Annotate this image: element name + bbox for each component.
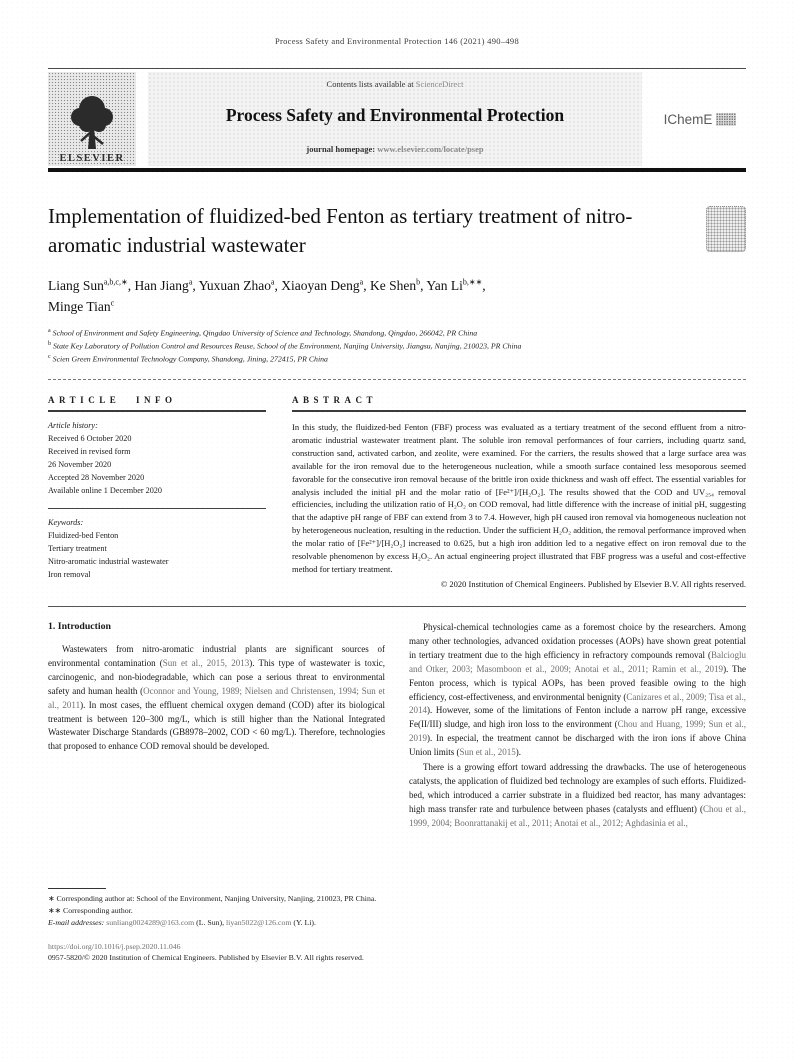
author-separator: , [127, 277, 135, 293]
author-separator: , [420, 277, 427, 293]
author [48, 278, 134, 293]
icheme-logo [654, 72, 746, 166]
affiliation-sup: c [48, 353, 51, 360]
icheme-wordmark: IChemE [663, 111, 713, 127]
affiliation-sup: b [48, 340, 51, 347]
text-segment: Wastewaters from nitro-aromatic industrial plants are significant sources of environmental contamination ( [48, 643, 385, 668]
email-addresses-line [48, 917, 385, 929]
affiliation [48, 340, 746, 353]
author [134, 278, 198, 293]
issn-copyright-line: 0957-5820/© 2020 Institution of Chemical Engineers. Published by Elsevier B.V. All rights reserved. [48, 952, 364, 962]
citation-link[interactable]: liyan5022@126.com [226, 917, 292, 927]
page-footer [48, 942, 746, 962]
author-separator: , [482, 277, 486, 293]
check-for-updates-badge[interactable] [706, 206, 746, 252]
keywords-divider [48, 508, 266, 509]
section-divider [48, 606, 746, 607]
citation-link[interactable]: Chou and Huang, 1999; Sun et al., 2019 [409, 719, 746, 744]
author-name: Han Jiang [134, 277, 189, 293]
affiliation [48, 327, 746, 340]
abstract-rule [292, 410, 746, 412]
article-info-heading: ARTICLE INFO [48, 394, 177, 405]
citation-link[interactable]: Oconnor and Young, 1989; Nielsen and Christensen, 1994; Sun et al., 2011 [48, 685, 386, 710]
abstract-copyright: © 2020 Institution of Chemical Engineers. Published by Elsevier B.V. All rights reserved. [440, 578, 746, 589]
intro-paragraph [48, 643, 385, 755]
author-affil-sup: b [416, 277, 421, 287]
history-line: 26 November 2020 [48, 460, 112, 470]
affiliation-text: State Key Laboratory of Pollution Control and Resources Reuse, School of the Environment, Nanjing University, Jiangsu, Nanjing, 210023, PR China [53, 341, 522, 351]
author-separator: , [363, 277, 370, 293]
text-segment: (Y. Li). [291, 917, 316, 927]
introduction-heading: 1. Introduction [48, 620, 111, 632]
abstract-text: In this study, the fluidized-bed Fenton (FBF) process was evaluated as a tertiary treatment of the second effluent from a nitro-aromatic industrial wastewater treatment plant. The soluble iron removal performances of four carriers, including quartz sand, construction sand, activated carbon, and zeolite, were examined. For the carriers, the results showed that a large surface area was available for the iron removal due to the heterogeneous nucleation, while a smooth surface contained less mesoporous seemed favorable for the consecutive iron removal because of the brittle iron oxide thickness and wash off effect. The essential variables for analysis included the initial pH and the molar ratio of [Fe²⁺]/[H₂O₂]. The results showed that the COD and UV₂₅₄ removal efficiencies, including the utilization ratio of H₂O₂ on COD removal, had little difference with the increase of initial pH, suggesting that the adaptive pH range of FBF can extend from 3 to 7.4. However, high pH caused iron removal via homogeneous nucleation not by heterogeneous nucleation, resulting in the reduction. Under the sufficient H₂O₂ addition, the removal performance improved when the molar ratio of [Fe²⁺]/[H₂O₂] increased to 0.625, but a high iron addition led to a negative effect on iron removal due to the resolvable phenomenon by excess H₂O₂. An actual engineering project illustrated that FBF progress was a useful and cost-effective method for tertiary treatment. [292, 421, 747, 574]
history-line: Accepted 28 November 2020 [48, 473, 145, 483]
journal-banner [48, 72, 746, 166]
elsevier-wordmark: ELSEVIER [59, 153, 125, 164]
author [48, 299, 114, 314]
contents-prefix: Contents lists available at [326, 79, 416, 89]
author-name: Minge Tian [48, 298, 111, 314]
elsevier-tree-icon [63, 91, 121, 153]
contents-line [148, 79, 642, 89]
history-line: Received 6 October 2020 [48, 433, 132, 443]
history-line: Available online 1 December 2020 [48, 486, 162, 496]
author-affil-sup: a [270, 277, 275, 287]
footnote-block [48, 888, 385, 929]
banner-center-panel [148, 72, 642, 166]
author-separator: , [192, 277, 199, 293]
text-segment: Physical-chemical technologies came as a foremost choice by the researchers. Among many other technologies, advanced oxidation processes (AOPs) have shown great potential in tertiary treatment due to the high efficiency in refractory compounds removal ( [409, 621, 746, 660]
paper-title: Implementation of fluidized-bed Fenton as tertiary treatment of nitro-aromatic industrial wastewater [48, 204, 633, 257]
text-segment: There is a growing effort toward addressing the drawbacks. The use of heterogeneous catalysts, the application of fluidized bed technology are examples of such efforts. Fluidized-bed, which introduced a carrier substrate in a fluidized bed reactor, has many advantages: high mass transfer rate and turbulence between phases (catalysts and effluent) ( [409, 762, 746, 815]
intro-paragraph [409, 621, 746, 760]
author-affil-sup: c [110, 298, 115, 308]
text-segment: ). In most cases, the effluent chemical oxygen demand (COD) after its biological treatment is between 120–300 mg/L, which is still higher than the National Integrated Wastewater Discharge Standards (GB8978–2002, COD < 60 mg/L). Therefore, technologies that proposed to enhance COD removal should be developed. [48, 699, 385, 752]
author [281, 278, 370, 293]
homepage-label: journal homepage: [306, 144, 378, 154]
text-segment: ). [515, 747, 522, 758]
running-head-citation: Process Safety and Environmental Protection 146 (2021) 490–498 [274, 36, 520, 46]
affiliation-list [48, 327, 746, 366]
author-name: Ke Shen [369, 277, 417, 293]
author [199, 278, 282, 293]
column-spacer [48, 754, 385, 877]
elsevier-logo[interactable] [48, 72, 136, 166]
keywords-label: Keywords: [48, 517, 84, 527]
intro-left-column [48, 621, 385, 929]
affiliation-text: Scien Green Environmental Technology Company, Shandong, Jining, 272415, PR China [52, 354, 328, 364]
text-segment: E-mail addresses: [48, 917, 107, 927]
citation-link[interactable]: sunliang0024289@163.com [106, 917, 195, 927]
footnote-rule [48, 888, 106, 889]
author-name: Xiaoyan Deng [281, 277, 360, 293]
banner-top-rule [48, 68, 746, 69]
icheme-mark-icon [716, 113, 736, 126]
homepage-url-link[interactable]: www.elsevier.com/locate/psep [377, 144, 484, 154]
banner-bottom-rule [48, 168, 746, 172]
author-affil-sup: b,∗∗ [462, 277, 483, 287]
keyword: Nitro-aromatic industrial wastewater [48, 556, 169, 566]
intro-right-column [409, 621, 746, 929]
title-row [48, 202, 746, 260]
text-segment: ). In especial, the treatment cannot be discharged with the iron ions if above China Union limits ( [409, 733, 746, 758]
corresponding-author-note-1: ∗ Corresponding author at: School of the Environment, Nanjing University, Nanjing, 210023, PR China. [48, 893, 377, 903]
affiliation-text: School of Environment and Safety Engineering, Qingdao University of Science and Technology, Shandong, Qingdao, 266042, PR China [52, 328, 478, 338]
text-segment: ). The Fenton process, which is typical AOPs, has been proved feasible owing to the high efficiency, cost-effectiveness, and environmental benignity ( [409, 663, 746, 702]
citation-link[interactable]: Chou et al., 1999, 2004; Boonrattanakij et al., 2011; Anotai et al., 2012; Aghdasinia et al., [409, 804, 746, 828]
introduction-section [48, 621, 746, 929]
author-affil-sup: a [188, 277, 193, 287]
author-separator: , [274, 277, 282, 293]
affiliation-sup: a [48, 327, 51, 334]
author-list [48, 276, 746, 318]
journal-title: Process Safety and Environmental Protection [225, 105, 565, 125]
abstract-column [292, 395, 746, 589]
text-segment: (L. Sun), [194, 917, 226, 927]
article-info-rule [48, 410, 266, 412]
affiliation [48, 353, 746, 366]
author-name: Liang Sun [48, 277, 104, 293]
author-affil-sup: a,b,c,∗ [103, 277, 128, 287]
keyword: Fluidized-bed Fenton [48, 530, 119, 540]
author [370, 278, 426, 293]
article-history-label: Article history: [48, 420, 98, 430]
info-abstract-section [48, 395, 746, 589]
author-name: Yan Li [426, 277, 463, 293]
sciencedirect-link[interactable]: ScienceDirect [415, 79, 464, 89]
text-segment: ). This type of wastewater is toxic, carcinogenic, and non-biodegradable, which can pose a serious threat to environmental safety and human health ( [48, 657, 385, 696]
abstract-heading: ABSTRACT [292, 394, 378, 405]
affiliation-divider [48, 379, 746, 380]
text-segment: ). However, some of the limitations of Fenton include a narrow pH range, excessive Fe(II/III) sludge, and high iron loss to the environment ( [409, 705, 746, 730]
corresponding-author-note-2: ∗∗ Corresponding author. [48, 905, 133, 915]
citation-link[interactable]: Canizares et al., 2009; Tisa et al., 2014 [409, 691, 746, 716]
author-name: Yuxuan Zhao [198, 277, 271, 293]
intro-paragraph [409, 761, 746, 831]
author [426, 278, 485, 293]
homepage-line [148, 144, 642, 154]
doi-link[interactable]: https://doi.org/10.1016/j.psep.2020.11.046 [48, 941, 181, 951]
keyword: Tertiary treatment [48, 543, 107, 553]
citation-link[interactable]: Balcioglu and Otker, 2003; Masomboon et al., 2009; Anotai et al., 2011; Ramin et al., 2019 [409, 649, 746, 674]
citation-link[interactable]: Sun et al., 2015, 2013 [162, 657, 250, 668]
citation-link[interactable]: Sun et al., 2015 [459, 747, 516, 758]
keyword: Iron removal [48, 569, 91, 579]
author-affil-sup: a [359, 277, 364, 287]
article-info-column [48, 395, 266, 589]
history-line: Received in revised form [48, 447, 131, 457]
